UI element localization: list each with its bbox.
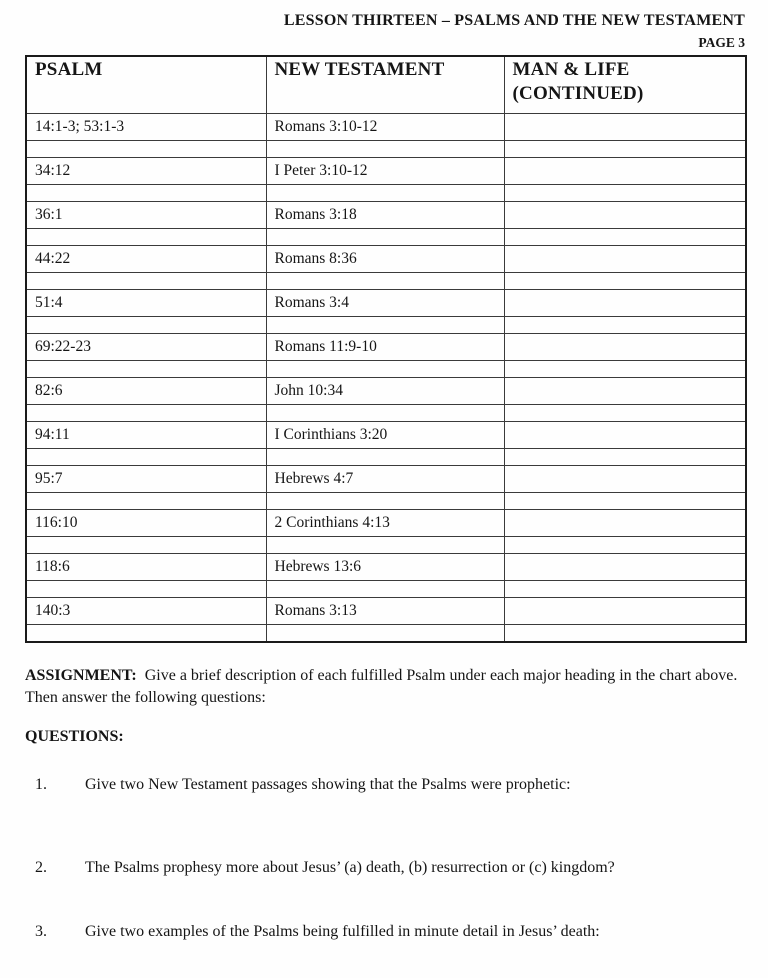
psalm-cell: 14:1-3; 53:1-3 — [26, 113, 266, 140]
spacer-row — [26, 492, 746, 509]
empty-cell — [504, 140, 746, 157]
spacer-row — [26, 360, 746, 377]
psalm-cell: 118:6 — [26, 553, 266, 580]
psalms-table-body — [26, 113, 746, 642]
column-header-label: PSALM — [35, 58, 103, 80]
new-testament-cell: Hebrews 4:7 — [266, 465, 504, 492]
empty-cell — [26, 272, 266, 289]
table-row — [26, 377, 746, 404]
new-testament-cell: Romans 8:36 — [266, 245, 504, 272]
question-text: Give two New Testament passages showing that the Psalms were prophetic: — [85, 775, 571, 793]
psalms-table — [25, 55, 747, 643]
question-text: The Psalms prophesy more about Jesus’ (a) death, (b) resurrection or (c) kingdom? — [85, 858, 615, 876]
table-row — [26, 421, 746, 448]
empty-cell — [266, 404, 504, 421]
table-row — [26, 157, 746, 184]
spacer-row — [26, 184, 746, 201]
empty-cell — [26, 448, 266, 465]
man-life-cell — [504, 421, 746, 448]
empty-cell — [504, 404, 746, 421]
question-item-2 — [25, 857, 745, 878]
empty-cell — [266, 272, 504, 289]
table-row — [26, 597, 746, 624]
psalm-cell: 94:11 — [26, 421, 266, 448]
empty-cell — [504, 316, 746, 333]
table-row — [26, 245, 746, 272]
man-life-cell — [504, 597, 746, 624]
new-testament-cell: Romans 3:10-12 — [266, 113, 504, 140]
new-testament-cell: I Corinthians 3:20 — [266, 421, 504, 448]
man-life-cell — [504, 201, 746, 228]
empty-cell — [266, 184, 504, 201]
empty-cell — [26, 404, 266, 421]
empty-cell — [266, 536, 504, 553]
table-row — [26, 509, 746, 536]
column-header-label-line2: (CONTINUED) — [512, 82, 644, 104]
empty-cell — [26, 184, 266, 201]
empty-cell — [266, 140, 504, 157]
psalm-cell: 36:1 — [26, 201, 266, 228]
question-number: 3. — [35, 922, 47, 940]
new-testament-cell: John 10:34 — [266, 377, 504, 404]
table-row — [26, 289, 746, 316]
man-life-cell — [504, 553, 746, 580]
column-header-psalm — [26, 56, 266, 114]
table-row — [26, 465, 746, 492]
empty-cell — [26, 492, 266, 509]
psalm-cell: 116:10 — [26, 509, 266, 536]
psalm-cell: 69:22-23 — [26, 333, 266, 360]
empty-cell — [266, 360, 504, 377]
question-item-1 — [25, 774, 745, 795]
empty-cell — [266, 580, 504, 597]
psalm-cell: 95:7 — [26, 465, 266, 492]
empty-cell — [504, 492, 746, 509]
empty-cell — [26, 140, 266, 157]
psalm-cell: 51:4 — [26, 289, 266, 316]
document-page — [0, 12, 768, 978]
question-number: 2. — [35, 858, 47, 876]
spacer-row — [26, 140, 746, 157]
man-life-cell — [504, 245, 746, 272]
spacer-row — [26, 448, 746, 465]
empty-cell — [266, 448, 504, 465]
empty-cell — [504, 536, 746, 553]
spacer-row — [26, 316, 746, 333]
empty-cell — [26, 360, 266, 377]
man-life-cell — [504, 377, 746, 404]
column-header-label-line1: MAN & LIFE — [512, 58, 630, 80]
new-testament-cell: Romans 3:18 — [266, 201, 504, 228]
column-header-new-testament — [266, 56, 504, 114]
empty-cell — [266, 624, 504, 642]
page-number: PAGE 3 — [698, 34, 745, 50]
empty-cell — [504, 580, 746, 597]
spacer-row — [26, 580, 746, 597]
empty-cell — [26, 624, 266, 642]
column-header-man-life — [504, 56, 746, 114]
empty-cell — [504, 272, 746, 289]
empty-cell — [266, 228, 504, 245]
empty-cell — [266, 492, 504, 509]
psalm-cell: 34:12 — [26, 157, 266, 184]
empty-cell — [504, 360, 746, 377]
table-row — [26, 553, 746, 580]
table-row — [26, 333, 746, 360]
empty-cell — [504, 448, 746, 465]
question-text: Give two examples of the Psalms being fulfilled in minute detail in Jesus’ death: — [85, 922, 600, 940]
table-row — [26, 201, 746, 228]
empty-cell — [26, 536, 266, 553]
spacer-row — [26, 404, 746, 421]
new-testament-cell: Romans 3:4 — [266, 289, 504, 316]
empty-cell — [504, 184, 746, 201]
psalm-cell: 44:22 — [26, 245, 266, 272]
man-life-cell — [504, 333, 746, 360]
new-testament-cell: 2 Corinthians 4:13 — [266, 509, 504, 536]
empty-cell — [504, 228, 746, 245]
empty-cell — [26, 580, 266, 597]
new-testament-cell: I Peter 3:10-12 — [266, 157, 504, 184]
new-testament-cell: Romans 3:13 — [266, 597, 504, 624]
assignment-paragraph — [25, 665, 746, 709]
assignment-text: Give a brief description of each fulfilled Psalm under each major heading in the chart above. Then answer the following questions: — [25, 666, 746, 706]
spacer-row — [26, 536, 746, 553]
question-number: 1. — [35, 775, 47, 793]
psalm-cell: 82:6 — [26, 377, 266, 404]
questions-heading: QUESTIONS: — [25, 727, 124, 745]
empty-cell — [504, 624, 746, 642]
man-life-cell — [504, 113, 746, 140]
new-testament-cell: Hebrews 13:6 — [266, 553, 504, 580]
empty-cell — [266, 316, 504, 333]
assignment-label: ASSIGNMENT: — [25, 666, 137, 684]
man-life-cell — [504, 289, 746, 316]
man-life-cell — [504, 509, 746, 536]
empty-cell — [26, 228, 266, 245]
man-life-cell — [504, 157, 746, 184]
spacer-row — [26, 228, 746, 245]
table-row — [26, 113, 746, 140]
new-testament-cell: Romans 11:9-10 — [266, 333, 504, 360]
page-title: LESSON THIRTEEN – PSALMS AND THE NEW TESTAMENT — [283, 12, 745, 29]
spacer-row — [26, 272, 746, 289]
empty-cell — [26, 316, 266, 333]
spacer-row — [26, 624, 746, 642]
question-item-3 — [25, 921, 745, 942]
psalm-cell: 140:3 — [26, 597, 266, 624]
man-life-cell — [504, 465, 746, 492]
column-header-label: NEW TESTAMENT — [274, 58, 445, 80]
table-header-row — [26, 56, 746, 114]
